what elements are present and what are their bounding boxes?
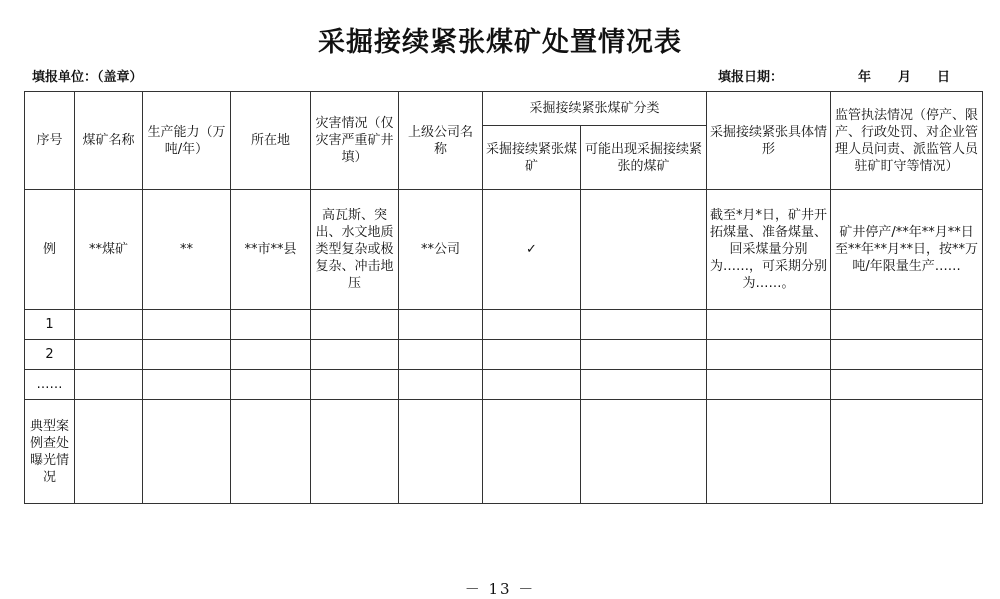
col-situation: 采掘接续紧张具体情形 [707,92,831,190]
example-mine-name: **煤矿 [75,190,143,310]
unit-label: 填报单位：（盖章） [32,70,143,85]
col-disaster: 灾害情况（仅灾害严重矿井填） [311,92,399,190]
disposal-table [24,91,983,504]
date-day: 日 [937,70,951,85]
page-title: 采掘接续紧张煤矿处置情况表 [318,27,682,58]
example-superior: **公司 [399,190,483,310]
date-year: 年 [858,70,872,85]
row-seq: …… [25,370,75,400]
date-label: 填报日期： [718,70,784,85]
example-cat-possible [581,190,707,310]
col-enforcement: 监管执法情况（停产、限产、行政处罚、对企业管理人员问责、派监管人员驻矿盯守等情况） [831,92,983,190]
example-location: **市**县 [231,190,311,310]
col-cat-tight: 采掘接续紧张煤矿 [483,126,581,190]
page-number: － 13 － [464,580,536,598]
col-category: 采掘接续紧张煤矿分类 [483,92,707,126]
table-row [25,370,983,400]
col-superior: 上级公司名称 [399,92,483,190]
row-seq: 2 [25,340,75,370]
col-seq: 序号 [25,92,75,190]
col-location: 所在地 [231,92,311,190]
case-seq: 典型案例查处曝光情况 [25,400,75,504]
col-cat-possible: 可能出现采掘接续紧张的煤矿 [581,126,707,190]
example-enforcement: 矿井停产/**年**月**日至**年**月**日，按**万吨/年限量生产…… [831,190,983,310]
date-month: 月 [898,70,912,85]
example-capacity: ** [143,190,231,310]
example-seq: 例 [25,190,75,310]
example-situation: 截至*月*日，矿井开拓煤量、准备煤量、回采煤量分别为……，可采期分别为……。 [707,190,831,310]
case-row [25,400,983,504]
col-mine-name: 煤矿名称 [75,92,143,190]
example-disaster: 高瓦斯、突出、水文地质类型复杂或极复杂、冲击地压 [311,190,399,310]
example-row [25,190,983,310]
table-row [25,310,983,340]
row-seq: 1 [25,310,75,340]
table-row [25,340,983,370]
header-row-1 [25,92,983,126]
col-capacity: 生产能力（万吨/年） [143,92,231,190]
example-check-mark: ✓ [483,190,581,310]
